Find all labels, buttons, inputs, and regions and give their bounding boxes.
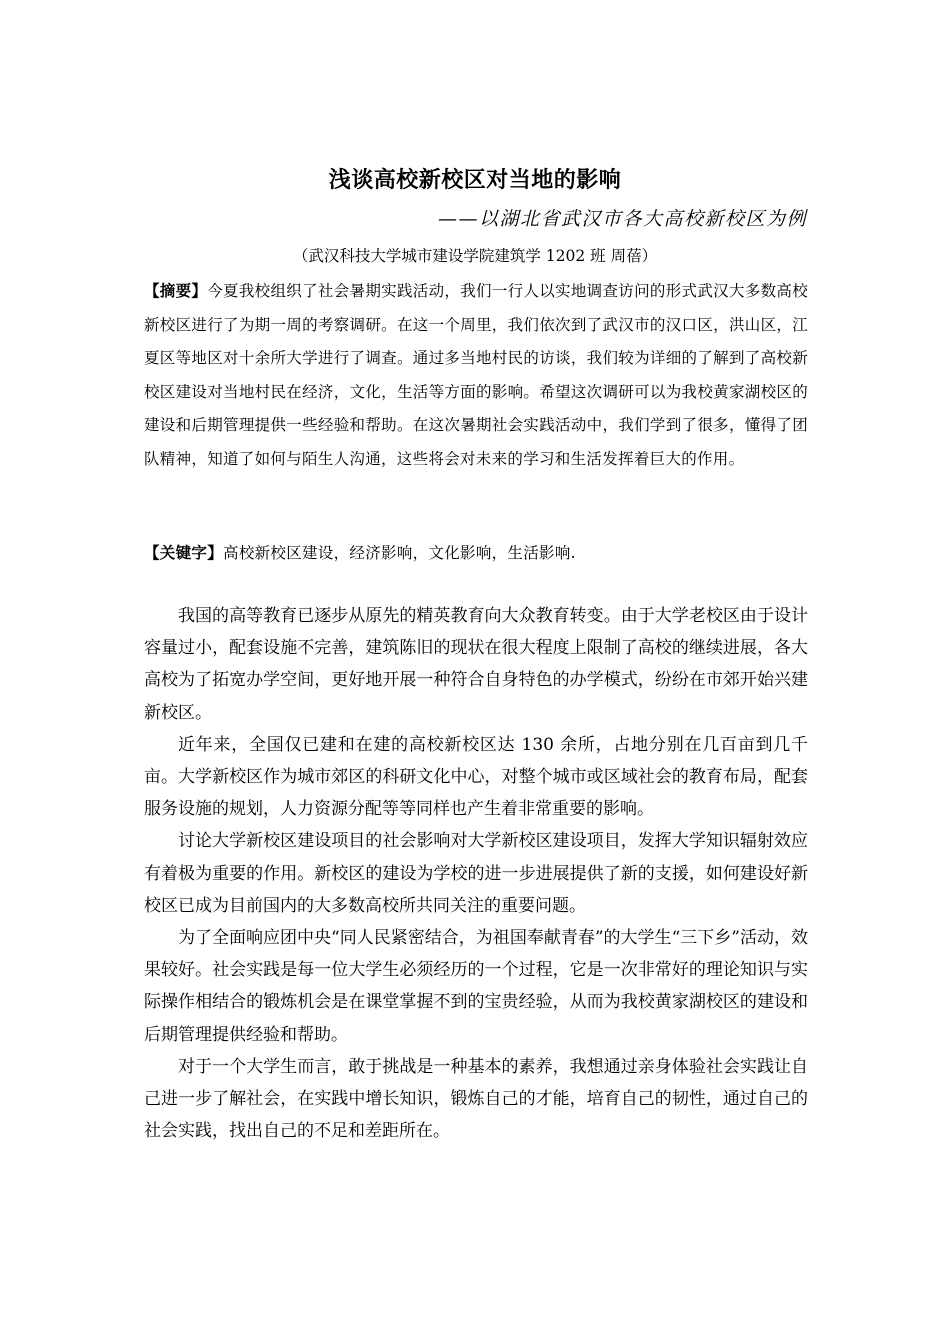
body-paragraph: 我国的高等教育已逐步从原先的精英教育向大众教育转变。由于大学老校区由于设计容量过小，配套设施不完善，建筑陈旧的现状在很大程度上限制了高校的继续进展，各大高校为了拓宽办学空间，更好地开展一种符合自身特色的办学模式，纷纷在市郊开始兴建新校区。 (144, 606, 808, 723)
document-title: 浅谈高校新校区对当地的影响 (328, 168, 622, 193)
keywords-section (144, 539, 808, 567)
abstract-text: 今夏我校组织了社会暑期实践活动，我们一行人以实地调查访问的形式武汉大多数高校新校区进行了为期一周的考察调研。在这一个周里，我们依次到了武汉市的汉口区，洪山区，江夏区等地区对十余所大学进行了调查。通过多当地村民的访谈，我们较为详细的了解到了高校新校区建设对当地村民在经济，文化，生活等方面的影响。希望这次调研可以为我校黄家湖校区的建设和后期管理提供一些经验和帮助。在这次暑期社会实践活动中，我们学到了很多，懂得了团队精神，知道了如何与陌生人沟通，这些将会对未来的学习和生活发挥着巨大的作用。 (144, 282, 809, 468)
body-text (144, 600, 808, 1147)
keywords-label: 【关键字】 (144, 543, 224, 562)
keywords-text: 高校新校区建设，经济影响，文化影响，生活影响. (223, 544, 576, 562)
abstract-label: 【摘要】 (144, 281, 208, 300)
body-paragraph: 近年来，全国仅已建和在建的高校新校区达 130 余所，占地分别在几百亩到几千亩。大学新校区作为城市郊区的科研文化中心，对整个城市或区域社会的教育布局，配套服务设施的规划，人力资源分配等等同样也产生着非常重要的影响。 (144, 734, 808, 820)
author-line: （武汉科技大学城市建设学院建筑学 1202 班 周蓓） (292, 247, 658, 265)
abstract-section (144, 274, 808, 476)
body-paragraph: 为了全面响应团中央“同人民紧密结合，为祖国奉献青春”的大学生“三下乡”活动，效果较好。社会实践是每一位大学生必须经历的一个过程，它是一次非常好的理论知识与实际操作相结合的锻炼机会是在课堂掌握不到的宝贵经验，从而为我校黄家湖校区的建设和后期管理提供经验和帮助。 (144, 928, 808, 1045)
body-paragraph: 讨论大学新校区建设项目的社会影响对大学新校区建设项目，发挥大学知识辐射效应有着极为重要的作用。新校区的建设为学校的进一步进展提供了新的支援，如何建设好新校区已成为目前国内的大多数高校所共同关注的重要问题。 (144, 831, 808, 916)
document-subtitle: ——以湖北省武汉市各大高校新校区为例 (437, 208, 807, 230)
body-paragraph: 对于一个大学生而言，敢于挑战是一种基本的素养，我想通过亲身体验社会实践让自己进一步了解社会，在实践中增长知识，锻炼自己的才能，培育自己的韧性，通过自己的社会实践，找出自己的不足和差距所在。 (144, 1056, 808, 1142)
